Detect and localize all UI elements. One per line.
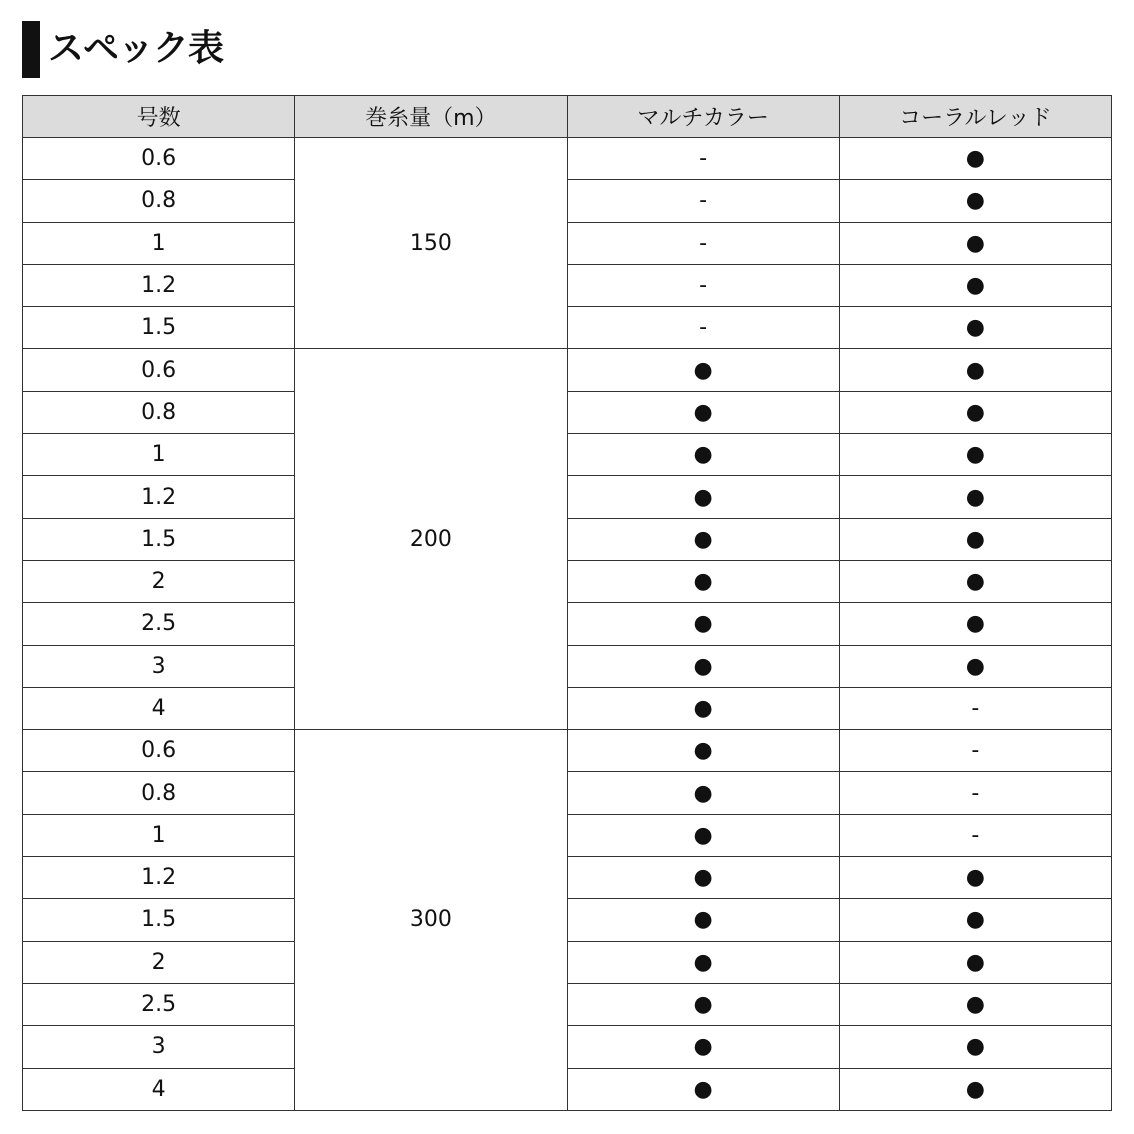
size-cell: 0.8 xyxy=(23,772,295,814)
table-row xyxy=(23,1026,1112,1068)
coralred-cell xyxy=(839,1068,1111,1110)
table-row xyxy=(23,772,1112,814)
multicolor-mark: ● xyxy=(693,442,713,468)
size-cell: 2.5 xyxy=(23,603,295,645)
size-cell: 1.2 xyxy=(23,857,295,899)
multicolor-mark: - xyxy=(699,273,708,299)
multicolor-mark: ● xyxy=(693,569,713,595)
length-cell: 300 xyxy=(295,730,567,1111)
size-cell: 1.5 xyxy=(23,518,295,560)
coralred-cell xyxy=(839,138,1111,180)
spec-table xyxy=(22,95,1112,1111)
coralred-cell xyxy=(839,899,1111,941)
table-row xyxy=(23,264,1112,306)
size-cell: 1 xyxy=(23,222,295,264)
multicolor-mark: ● xyxy=(693,992,713,1018)
coralred-cell xyxy=(839,857,1111,899)
table-row xyxy=(23,857,1112,899)
multicolor-mark: - xyxy=(699,230,708,256)
coralred-mark: ● xyxy=(965,653,985,679)
multicolor-mark: ● xyxy=(693,738,713,764)
multicolor-cell xyxy=(567,180,839,222)
multicolor-mark: - xyxy=(699,146,708,172)
multicolor-mark: ● xyxy=(693,1034,713,1060)
size-cell: 1.5 xyxy=(23,899,295,941)
size-cell: 1.5 xyxy=(23,307,295,349)
coralred-mark: - xyxy=(971,738,980,764)
coralred-cell xyxy=(839,391,1111,433)
size-cell: 1.2 xyxy=(23,476,295,518)
multicolor-cell xyxy=(567,941,839,983)
multicolor-cell xyxy=(567,687,839,729)
coralred-cell xyxy=(839,645,1111,687)
header-size: 号数 xyxy=(23,96,295,138)
coralred-cell xyxy=(839,476,1111,518)
multicolor-mark: ● xyxy=(693,611,713,637)
size-cell: 4 xyxy=(23,687,295,729)
table-row xyxy=(23,730,1112,772)
multicolor-mark: ● xyxy=(693,907,713,933)
coralred-cell xyxy=(839,687,1111,729)
multicolor-cell xyxy=(567,1068,839,1110)
size-cell: 2 xyxy=(23,560,295,602)
coralred-mark: ● xyxy=(965,949,985,975)
table-row xyxy=(23,180,1112,222)
coralred-mark: ● xyxy=(965,442,985,468)
multicolor-mark: ● xyxy=(693,526,713,552)
length-cell: 200 xyxy=(295,349,567,730)
coralred-cell xyxy=(839,603,1111,645)
header-row xyxy=(23,96,1112,138)
page-title-block xyxy=(22,20,223,78)
coralred-mark: ● xyxy=(965,399,985,425)
coralred-mark: ● xyxy=(965,907,985,933)
table-row xyxy=(23,222,1112,264)
multicolor-cell xyxy=(567,476,839,518)
multicolor-mark: ● xyxy=(693,949,713,975)
coralred-mark: ● xyxy=(965,357,985,383)
size-cell: 1 xyxy=(23,814,295,856)
multicolor-cell xyxy=(567,899,839,941)
coralred-mark: ● xyxy=(965,1034,985,1060)
multicolor-cell xyxy=(567,560,839,602)
coralred-cell xyxy=(839,814,1111,856)
multicolor-cell xyxy=(567,391,839,433)
multicolor-cell xyxy=(567,264,839,306)
multicolor-cell xyxy=(567,1026,839,1068)
multicolor-cell xyxy=(567,434,839,476)
table-row xyxy=(23,476,1112,518)
coralred-cell xyxy=(839,180,1111,222)
table-row xyxy=(23,983,1112,1025)
coralred-cell xyxy=(839,772,1111,814)
multicolor-mark: ● xyxy=(693,865,713,891)
coralred-mark: ● xyxy=(965,992,985,1018)
table-row xyxy=(23,941,1112,983)
multicolor-mark: ● xyxy=(693,780,713,806)
size-cell: 4 xyxy=(23,1068,295,1110)
multicolor-cell xyxy=(567,222,839,264)
size-cell: 0.6 xyxy=(23,138,295,180)
coralred-mark: ● xyxy=(965,1076,985,1102)
coralred-cell xyxy=(839,349,1111,391)
header-coralred: コーラルレッド xyxy=(839,96,1111,138)
table-row xyxy=(23,1068,1112,1110)
multicolor-cell xyxy=(567,730,839,772)
coralred-cell xyxy=(839,1026,1111,1068)
multicolor-mark: ● xyxy=(693,822,713,848)
multicolor-cell xyxy=(567,983,839,1025)
size-cell: 0.6 xyxy=(23,730,295,772)
size-cell: 2 xyxy=(23,941,295,983)
header-multicolor: マルチカラー xyxy=(567,96,839,138)
coralred-cell xyxy=(839,264,1111,306)
spec-table-header xyxy=(23,96,1112,138)
multicolor-cell xyxy=(567,349,839,391)
multicolor-cell xyxy=(567,772,839,814)
length-cell: 150 xyxy=(295,138,567,349)
table-row xyxy=(23,307,1112,349)
size-cell: 0.6 xyxy=(23,349,295,391)
multicolor-cell xyxy=(567,645,839,687)
coralred-mark: ● xyxy=(965,146,985,172)
coralred-mark: - xyxy=(971,780,980,806)
coralred-mark: ● xyxy=(965,315,985,341)
spec-table-body xyxy=(23,138,1112,1111)
coralred-cell xyxy=(839,518,1111,560)
table-row xyxy=(23,434,1112,476)
multicolor-mark: ● xyxy=(693,484,713,510)
table-row xyxy=(23,603,1112,645)
size-cell: 1 xyxy=(23,434,295,476)
multicolor-mark: ● xyxy=(693,696,713,721)
multicolor-mark: ● xyxy=(693,357,713,383)
multicolor-cell xyxy=(567,518,839,560)
table-row xyxy=(23,687,1112,729)
header-length: 巻糸量（m） xyxy=(295,96,567,138)
coralred-mark: ● xyxy=(965,188,985,214)
coralred-cell xyxy=(839,941,1111,983)
coralred-cell xyxy=(839,983,1111,1025)
table-row xyxy=(23,899,1112,941)
coralred-mark: - xyxy=(971,822,980,848)
multicolor-cell xyxy=(567,307,839,349)
size-cell: 0.8 xyxy=(23,180,295,222)
multicolor-mark: ● xyxy=(693,399,713,425)
coralred-mark: ● xyxy=(965,865,985,891)
size-cell: 2.5 xyxy=(23,983,295,1025)
table-row xyxy=(23,645,1112,687)
page-title: スペック表 xyxy=(48,28,224,69)
coralred-cell xyxy=(839,434,1111,476)
coralred-cell xyxy=(839,222,1111,264)
table-row xyxy=(23,814,1112,856)
multicolor-cell xyxy=(567,857,839,899)
coralred-cell xyxy=(839,560,1111,602)
multicolor-cell xyxy=(567,603,839,645)
coralred-mark: ● xyxy=(965,526,985,552)
size-cell: 1.2 xyxy=(23,264,295,306)
multicolor-mark: - xyxy=(699,188,708,214)
multicolor-mark: ● xyxy=(693,653,713,679)
coralred-mark: ● xyxy=(965,273,985,299)
multicolor-mark: ● xyxy=(693,1076,713,1102)
multicolor-mark: - xyxy=(699,315,708,341)
table-row xyxy=(23,391,1112,433)
coralred-cell xyxy=(839,307,1111,349)
title-accent-bar xyxy=(22,21,40,78)
size-cell: 3 xyxy=(23,645,295,687)
coralred-mark: ● xyxy=(965,569,985,595)
coralred-mark: ● xyxy=(965,484,985,510)
table-row xyxy=(23,138,1112,180)
table-row xyxy=(23,349,1112,391)
table-row xyxy=(23,518,1112,560)
coralred-mark: - xyxy=(971,696,980,721)
size-cell: 0.8 xyxy=(23,391,295,433)
coralred-mark: ● xyxy=(965,230,985,256)
multicolor-cell xyxy=(567,814,839,856)
multicolor-cell xyxy=(567,138,839,180)
table-row xyxy=(23,560,1112,602)
coralred-mark: ● xyxy=(965,611,985,637)
coralred-cell xyxy=(839,730,1111,772)
size-cell: 3 xyxy=(23,1026,295,1068)
